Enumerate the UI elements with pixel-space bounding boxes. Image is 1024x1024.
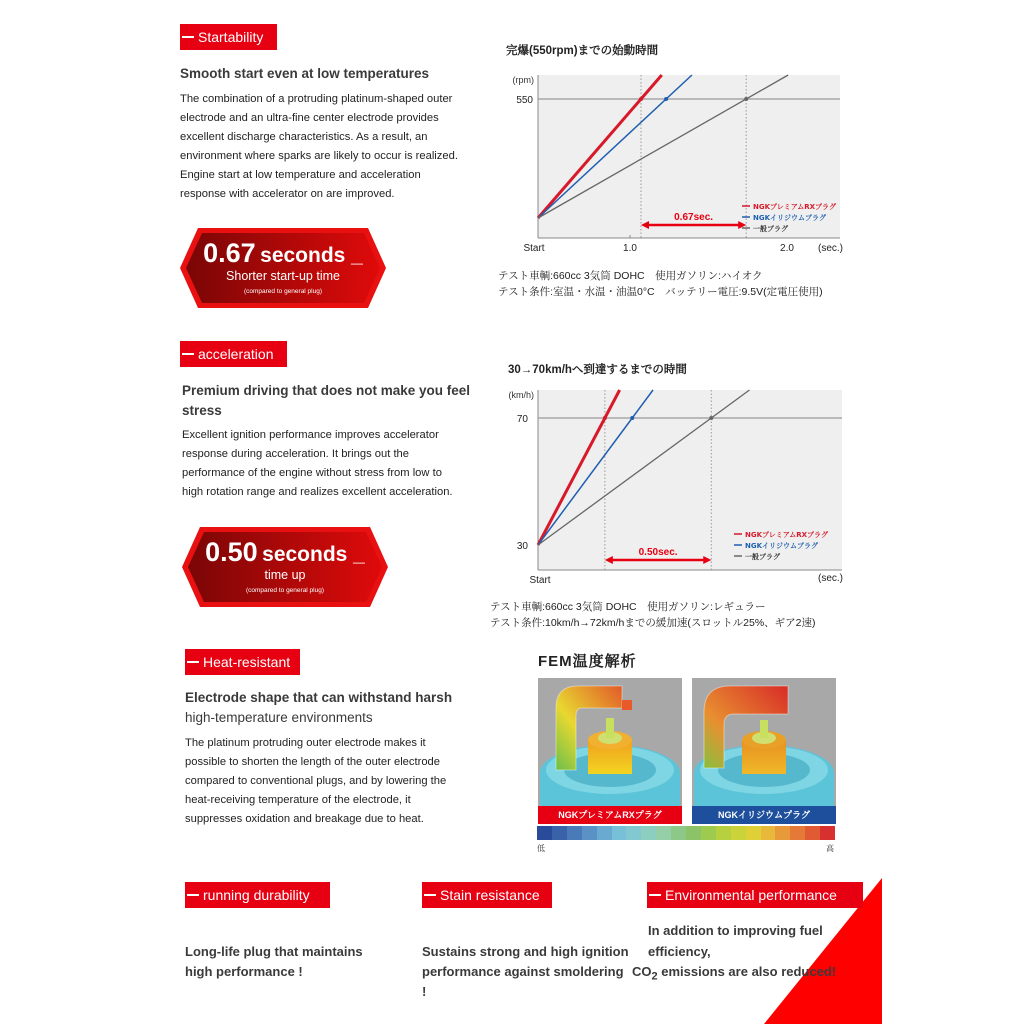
environment-line3 — [632, 962, 836, 987]
x-axis-unit: (sec.) — [818, 573, 843, 584]
startability-body — [180, 90, 458, 204]
text-line: performance against smoldering — [422, 964, 624, 979]
x-tick-label: 2.0 — [780, 243, 794, 254]
badge-value: 0.67 seconds _ — [203, 238, 363, 268]
x-tick-label: Start — [523, 243, 545, 254]
startability-heading: Smooth start even at low temperatures — [180, 66, 430, 81]
fem-title: FEM温度解析 — [538, 653, 637, 670]
reach-point — [744, 97, 748, 101]
tag-startability: Startability — [180, 24, 277, 50]
scale-swatch — [820, 826, 835, 840]
heading-line: Electrode shape that can withstand harsh — [185, 690, 453, 705]
body-line: high rotation range and realizes excellent acceleration. — [182, 486, 453, 498]
legend-label: NGKプレミアムRXプラグ — [745, 531, 829, 539]
text-line: high performance ! — [185, 964, 303, 979]
x-tick-label: Start — [529, 575, 551, 586]
reach-point — [664, 97, 668, 101]
scale-swatch — [746, 826, 761, 840]
heading-line: stress — [182, 403, 222, 418]
body-line: environment where sparks are likely to occur is realized. — [180, 150, 458, 162]
fem-panel-premium — [538, 678, 682, 816]
scale-swatch — [805, 826, 820, 840]
scale-swatch — [597, 826, 612, 840]
scale-swatch — [612, 826, 627, 840]
body-line: response with accelerator on are improved. — [180, 188, 395, 200]
reach-point — [639, 97, 643, 101]
y-tick-label: 550 — [516, 95, 533, 106]
scale-swatch — [567, 826, 582, 840]
scale-swatch — [626, 826, 641, 840]
chart2-title: 30→70km/hへ到達するまでの時間 — [508, 364, 687, 376]
environment-line2: efficiency, — [648, 944, 711, 959]
reach-point — [630, 416, 634, 420]
text-line: Long-life plug that maintains — [185, 944, 363, 959]
body-line: The combination of a protruding platinum-shaped outer — [180, 93, 453, 105]
body-line: heat-receiving temperature of the electrode, it — [185, 794, 411, 806]
spark-plug-heatmap-iridium — [692, 678, 836, 816]
legend-label: NGKイリジウムプラグ — [745, 542, 818, 550]
stain-text — [422, 942, 629, 1002]
body-line: possible to shorten the length of the outer electrode — [185, 756, 440, 768]
legend-label: NGKプレミアムRXプラグ — [753, 203, 837, 211]
body-line: excellent discharge characteristics. As a result, an — [180, 131, 428, 143]
x-axis-unit: (sec.) — [818, 243, 843, 254]
chart2-acceleration-time — [490, 380, 860, 590]
fem-label-premium: NGKプレミアムRXプラグ — [538, 806, 682, 824]
text-line: ! — [422, 984, 427, 999]
spark-plug-heatmap-premium — [538, 678, 682, 816]
badge-value: 0.50 seconds _ — [205, 537, 365, 567]
chart1-title: 完爆(550rpm)までの始動時間 — [506, 45, 659, 57]
body-line: Excellent ignition performance improves accelerator — [182, 429, 439, 441]
heat-body — [185, 734, 446, 829]
text-line: Sustains strong and high ignition — [422, 944, 629, 959]
tag-heat-resistant: Heat-resistant — [185, 649, 300, 675]
badge-subtitle: Shorter start-up time — [226, 269, 340, 283]
chart2-note-line: テスト条件:10km/h→72km/hまでの緩加速(スロットル25%、ギア2速) — [490, 617, 816, 629]
body-line: electrode and an ultra-fine center electrode provides — [180, 112, 439, 124]
scale-low-label: 低 — [537, 844, 545, 853]
scale-swatch — [731, 826, 746, 840]
reach-point — [603, 416, 607, 420]
chart1-startup-time — [490, 60, 860, 260]
scale-swatch — [686, 826, 701, 840]
body-line: compared to conventional plugs, and by lowering the — [185, 775, 447, 787]
difference-label: 0.67sec. — [674, 212, 714, 223]
startability-badge — [178, 226, 388, 310]
chart1-note-line: テスト条件:室温・水温・油温0°C バッテリー電圧:9.5V(定電圧使用) — [498, 286, 823, 298]
chart1-note-line: テスト車輌:660cc 3気筒 DOHC 使用ガソリン:ハイオク — [498, 270, 763, 282]
scale-swatch — [671, 826, 686, 840]
scale-swatch — [641, 826, 656, 840]
body-line: suppresses oxidation and breakage due to heat. — [185, 813, 424, 825]
legend-label: NGKイリジウムプラグ — [753, 214, 826, 222]
scale-swatch — [790, 826, 805, 840]
acceleration-body — [182, 426, 453, 502]
scale-swatch — [761, 826, 776, 840]
durability-text — [185, 942, 363, 982]
tag-environmental-performance: Environmental performance — [647, 882, 863, 908]
heat-heading — [185, 688, 452, 728]
scale-swatch — [716, 826, 731, 840]
badge-subtitle: time up — [264, 568, 306, 582]
y-axis-unit: (km/h) — [508, 390, 534, 400]
scale-swatch — [701, 826, 716, 840]
fem-label-iridium: NGKイリジウムプラグ — [692, 806, 836, 824]
scale-swatch — [552, 826, 567, 840]
body-line: Engine start at low temperature and acceleration — [180, 169, 421, 181]
co2-subscript: 2 — [651, 970, 658, 983]
tag-acceleration: acceleration — [180, 341, 287, 367]
badge-note: (compared to general plug) — [245, 587, 325, 594]
acceleration-heading — [182, 381, 470, 421]
body-line: response during acceleration. It brings out the — [182, 448, 409, 460]
y-tick-label: 70 — [516, 414, 528, 425]
tag-stain-resistance: Stain resistance — [422, 882, 552, 908]
x-tick-label: 1.0 — [623, 243, 637, 254]
badge-note: (compared to general plug) — [243, 288, 323, 295]
chart1-notes — [498, 268, 823, 300]
scale-high-label: 高 — [826, 844, 834, 853]
heading-line: Premium driving that does not make you feel — [182, 383, 471, 398]
body-line: The platinum protruding outer electrode makes it — [185, 737, 426, 749]
environment-line1: In addition to improving fuel — [648, 923, 823, 938]
co2-label: CO — [632, 964, 652, 979]
tag-running-durability: running durability — [185, 882, 330, 908]
y-axis-unit: (rpm) — [512, 75, 534, 85]
acceleration-badge — [180, 525, 390, 609]
difference-label: 0.50sec. — [638, 547, 678, 558]
chart2-notes — [490, 599, 816, 631]
reach-point — [709, 416, 713, 420]
body-line: performance of the engine without stress from low to — [182, 467, 442, 479]
heading-line: high-temperature environments — [185, 710, 373, 725]
fem-panel-iridium — [692, 678, 836, 816]
scale-swatch — [537, 826, 552, 840]
scale-swatch — [656, 826, 671, 840]
chart2-note-line: テスト車輌:660cc 3気筒 DOHC 使用ガソリン:レギュラー — [490, 601, 766, 613]
legend-label: 一般プラグ — [753, 225, 788, 233]
legend-label: 一般プラグ — [745, 553, 780, 561]
y-tick-label: 30 — [516, 541, 528, 552]
emissions-text: emissions are also reduced! — [657, 964, 837, 979]
scale-swatch — [775, 826, 790, 840]
scale-swatch — [582, 826, 597, 840]
